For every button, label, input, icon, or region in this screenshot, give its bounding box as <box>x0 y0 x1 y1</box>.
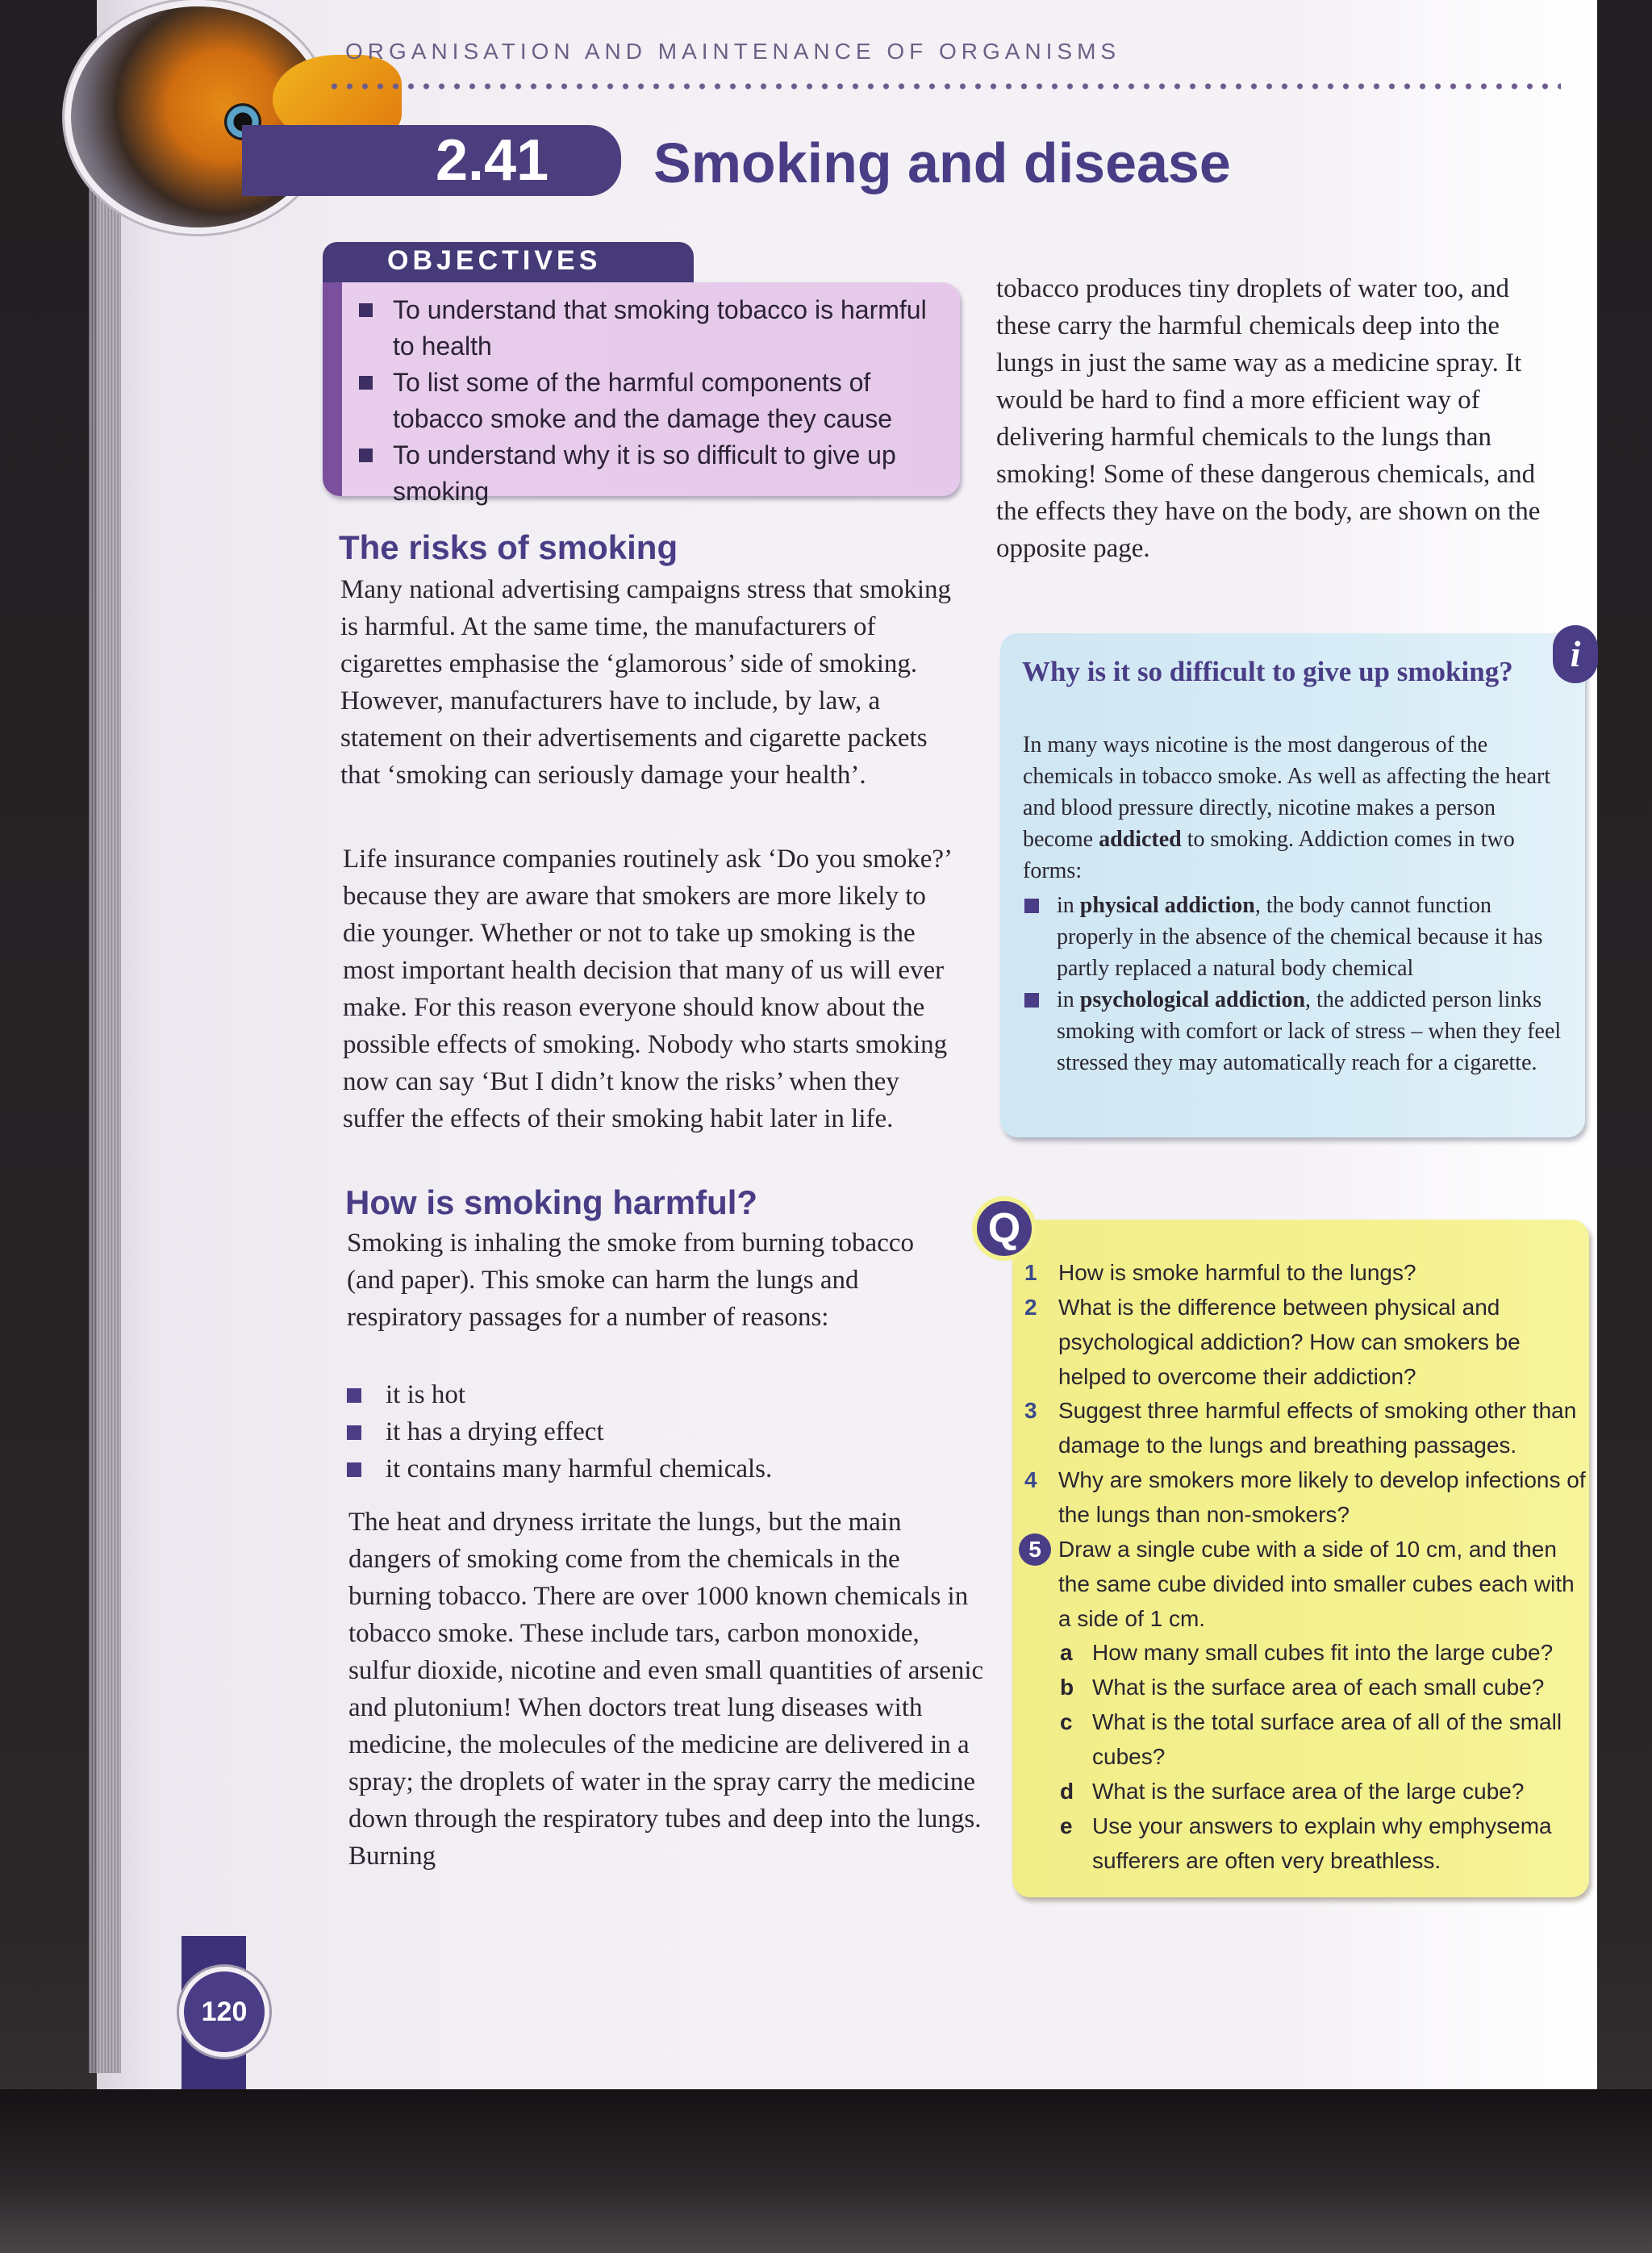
harmful-intro: Smoking is inhaling the smoke from burning tobacco (and paper). This smoke can harm the lungs and respiratory passages for a number of reasons: <box>347 1229 914 1332</box>
info-icon: i <box>1553 625 1598 683</box>
dotted-rule <box>327 81 1561 92</box>
question-number-circle: 5 <box>1019 1533 1051 1566</box>
question-number: 1 <box>1024 1260 1037 1285</box>
question-number: 3 <box>1024 1398 1037 1423</box>
harm-bullet: it is hot <box>345 1376 465 1413</box>
page-title: Smoking and disease <box>653 131 1231 194</box>
question-subitem: e Use your answers to explain why emphysema sufferers are often very breathless. <box>1058 1809 1591 1878</box>
questions-badge: Q <box>972 1196 1037 1261</box>
bullet-square-icon <box>359 449 373 462</box>
subitem-letter: e <box>1060 1813 1073 1838</box>
right-column-continuation: tobacco produces tiny droplets of water too, and these carry the harmful chemicals deep into the lungs in just the same way as a medicine spray. It would be hard to find a more efficient way of delivering harmful chemicals to the lungs than smoking! Some of these dangerous chemicals, and the effects they have on the body, are shown on the opposite page. <box>996 274 1541 563</box>
question-item: 3 Suggest three harmful effects of smoking other than damage to the lungs and breathing passages. <box>1024 1393 1589 1462</box>
objective-item: To understand why it is so difficult to give up smoking <box>359 437 940 510</box>
scan-bottom-strip <box>0 2089 1652 2253</box>
info-bullet-psychological: in psychological addiction, the addicted person links smoking with comfort or lack of stress – when they feel stressed they may automatically reach for a cigarette. <box>1023 984 1571 1079</box>
subitem-letter: a <box>1060 1640 1073 1665</box>
bullet-square-icon <box>359 376 373 390</box>
info-box-title: Why is it so difficult to give up smoking? <box>1022 656 1513 687</box>
harm-bullet: it contains many harmful chemicals. <box>345 1450 772 1487</box>
section-number: 2.41 <box>436 128 549 193</box>
question-number: 2 <box>1024 1295 1037 1320</box>
question-item: 1 How is smoke harmful to the lungs? <box>1024 1255 1589 1290</box>
question-item: 4 Why are smokers more likely to develop infections of the lungs than non-smokers? <box>1024 1462 1589 1532</box>
heading-risks: The risks of smoking <box>339 528 678 566</box>
bullet-square-icon <box>1024 899 1039 913</box>
info-box-intro: In many ways nicotine is the most dangerous of the chemicals in tobacco smoke. As well as affecting the heart and blood pressure directly, nicotine makes a person become addicted to smoking. Addiction comes in two forms: <box>1023 732 1551 883</box>
question-subitem: a How many small cubes fit into the large cube? <box>1058 1635 1591 1670</box>
risks-paragraph-1: Many national advertising campaigns stress that smoking is harmful. At the same time, the manufacturers of cigarettes emphasise the ‘glamorous’ side of smoking. However, manufacturers have to include, by law, a statement on their advertisements and cigarette packets that ‘smoking can seriously damage your health’. <box>340 575 952 790</box>
subitem-letter: b <box>1060 1675 1074 1700</box>
question-subitem: c What is the total surface area of all of the small cubes? <box>1058 1704 1591 1774</box>
bullet-square-icon <box>1024 993 1039 1008</box>
bullet-square-icon <box>347 1462 361 1477</box>
harmful-paragraph: The heat and dryness irritate the lungs, but the main dangers of smoking come from the chemicals in the burning tobacco. There are over 1000 known chemicals in tobacco smoke. These include tars, carbon monoxide, sulfur dioxide, nicotine and even small quantities of arsenic and plutonium! When doctors treat lung diseases with medicine, the molecules of the medicine are delivered in a spray; the droplets of water in the spray carry the medicine down through the respiratory tubes and deep into the lungs. Burning <box>348 1508 984 1871</box>
question-number: 4 <box>1024 1467 1037 1492</box>
question-item: 2 What is the difference between physical and psychological addiction? How can smokers be helped to overcome their addiction? <box>1024 1290 1589 1394</box>
page-number: 120 <box>179 1967 269 2057</box>
question-subitem: d What is the surface area of the large cube? <box>1058 1774 1591 1809</box>
bullet-square-icon <box>347 1425 361 1440</box>
section-number-bar <box>242 125 621 196</box>
question-item: 5 Draw a single cube with a side of 10 cm, and then the same cube divided into smaller cubes each with a side of 1 cm. <box>1024 1532 1589 1636</box>
subitem-letter: d <box>1060 1779 1074 1804</box>
question-subitem: b What is the surface area of each small cube? <box>1058 1670 1591 1704</box>
page-edge <box>89 48 121 2073</box>
objectives-heading: OBJECTIVES <box>387 245 602 276</box>
subitem-letter: c <box>1060 1709 1073 1734</box>
harm-bullet: it has a drying effect <box>345 1413 604 1450</box>
info-bullet-physical: in physical addiction, the body cannot function properly in the absence of the chemical because it has partly replaced a natural body chemical <box>1023 890 1571 984</box>
section-label: ORGANISATION AND MAINTENANCE OF ORGANISMS <box>345 39 1121 64</box>
objective-item: To understand that smoking tobacco is harmful to health <box>359 292 940 365</box>
toucan-photo <box>65 0 331 234</box>
bullet-square-icon <box>347 1388 361 1403</box>
bullet-square-icon <box>359 303 373 317</box>
heading-harmful: How is smoking harmful? <box>345 1183 758 1221</box>
risks-paragraph-2: Life insurance companies routinely ask ‘Do you smoke?’ because they are aware that smokers are more likely to die younger. Whether or not to take up smoking is the most important health decision that many of us will ever make. For this reason everyone should know about the possible effects of smoking. Nobody who starts smoking now can say ‘But I didn’t know the risks’ when they suffer the effects of their smoking habit later in life. <box>343 845 951 1133</box>
objective-item: To list some of the harmful components of tobacco smoke and the damage they cause <box>359 365 940 437</box>
